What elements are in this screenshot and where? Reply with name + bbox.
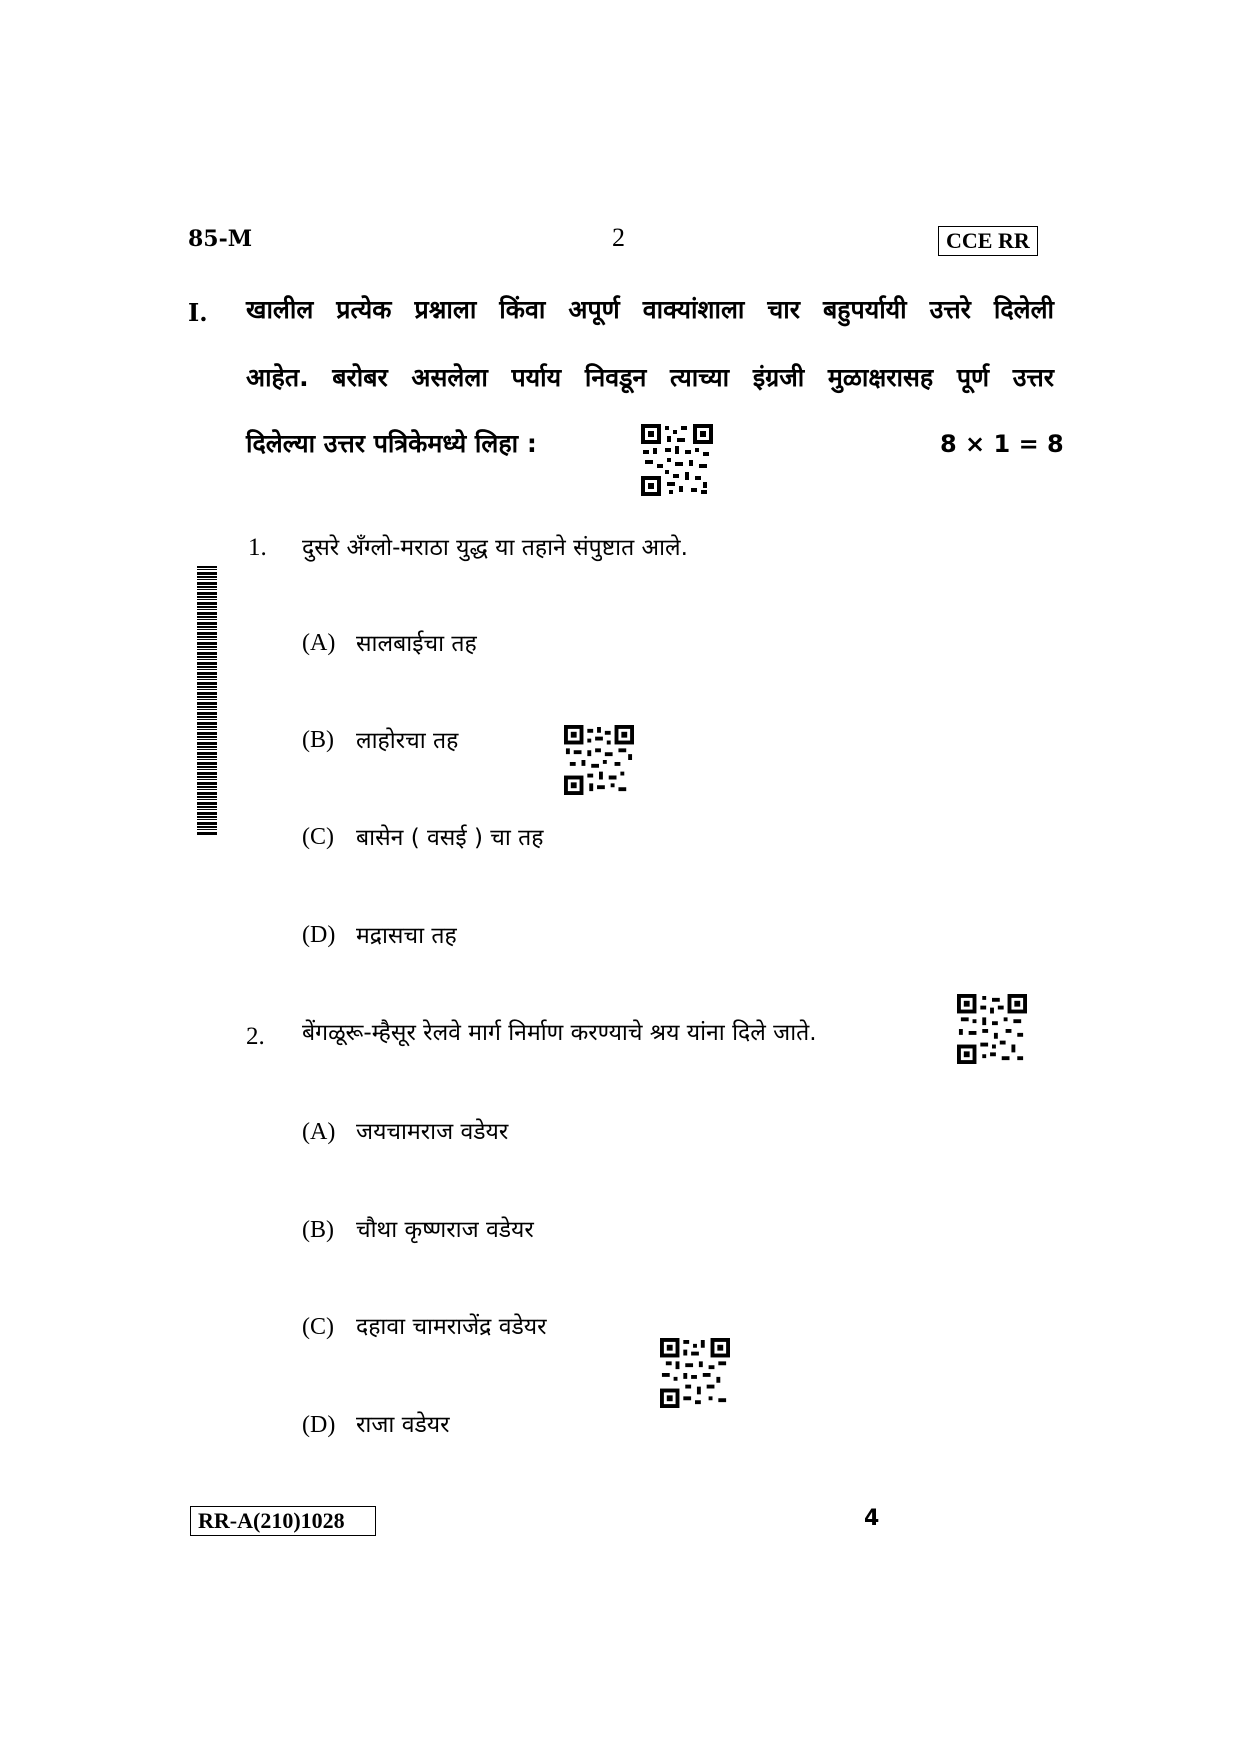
q1-option-d-text: मद्रासचा तह (356, 923, 457, 949)
q2-option-b-text: चौथा कृष्णराज वडेयर (356, 1217, 534, 1243)
instruction-line-2: आहेत. बरोबर असलेला पर्याय निवडून त्याच्या इंग्रजी मुळाक्षरासह पूर्ण उत्तर (246, 363, 1054, 392)
footer-code-box: RR-A(210)1028 (190, 1506, 376, 1536)
q1-option-b-text: लाहोरचा तह (356, 728, 459, 754)
qr-code-4 (660, 1338, 730, 1408)
question-2-text: बेंगळूरू-म्हैसूर रेलवे मार्ग निर्माण करण्याचे श्रय यांना दिले जाते. (302, 1020, 817, 1046)
question-1-number: 1. (248, 534, 267, 561)
side-barcode (197, 566, 217, 836)
qr-code-1 (641, 424, 713, 496)
q1-option-b-label: (B) (302, 727, 334, 753)
q1-option-d-label: (D) (302, 922, 336, 948)
q1-option-a-text: सालबाईचा तह (356, 631, 477, 657)
instruction-line-3: दिलेल्या उत्तर पत्रिकेमध्ये लिहा : (246, 429, 537, 458)
question-2-number: 2. (246, 1023, 265, 1050)
question-1-text: दुसरे अँग्लो-मराठा युद्ध या तहाने संपुष्टात आले. (302, 535, 688, 561)
footer-sheet-number: 4 (864, 1506, 880, 1531)
instruction-line-1: खालील प्रत्येक प्रश्नाला किंवा अपूर्ण वाक्यांशाला चार बहुपर्यायी उत्तरे दिलेली (246, 295, 1054, 324)
marks-allocation: 8 × 1 = 8 (940, 430, 1064, 458)
q2-option-b-label: (B) (302, 1217, 334, 1243)
q2-option-a-text: जयचामराज वडेयर (356, 1119, 509, 1145)
q2-option-c-text: दहावा चामराजेंद्र वडेयर (356, 1314, 547, 1340)
q2-option-a-label: (A) (302, 1119, 336, 1145)
paper-type-box: CCE RR (938, 226, 1038, 256)
q2-option-c-label: (C) (302, 1314, 334, 1340)
q2-option-d-text: राजा वडेयर (356, 1412, 450, 1438)
qr-code-2 (564, 725, 634, 795)
q1-option-a-label: (A) (302, 630, 336, 656)
qr-code-3 (957, 994, 1027, 1064)
section-number: I. (188, 298, 208, 327)
q2-option-d-label: (D) (302, 1412, 336, 1438)
q1-option-c-label: (C) (302, 824, 334, 850)
q1-option-c-text: बासेन ( वसई ) चा तह (356, 825, 544, 851)
page-number: 2 (612, 223, 625, 252)
paper-code: 85-M (188, 226, 253, 252)
